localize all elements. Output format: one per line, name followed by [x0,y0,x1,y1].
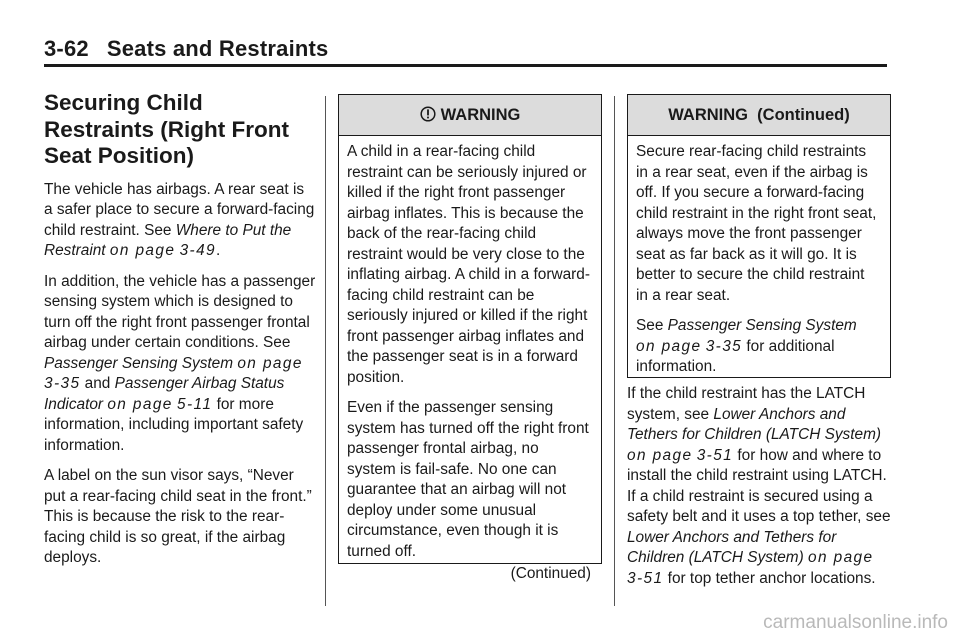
paragraph-2 [44,272,316,457]
latch-text-2: for how and where to install the child restraint using LATCH. If a child restraint is secured using a safety belt and it uses a top tether, see [627,446,891,525]
warning-continued-box [627,94,891,378]
warning-continued-paragraph-1: Secure rear-facing child restraints in a rear seat, even if the airbag is off. If you secure a forward-facing child restraint in the right front seat, always move the front passenger seat as far back as it will go. It is better to secure the child restraint in a rear seat. [636,143,877,304]
page-ref-3-49[interactable]: 3-49 [179,242,216,259]
p-end-additional: for additional information. [636,337,835,375]
page-ref-5-11[interactable]: 5-11 [177,395,213,413]
paragraph-1 [44,180,316,262]
page-number: 3-62 [44,36,89,61]
column-divider-right [614,96,615,606]
column-left [44,90,316,579]
header-rule [44,64,887,67]
on-page-5: on page [627,446,693,464]
warning-paragraph-2: Even if the passenger sensing system has turned off the right front passenger frontal airbag, no system is fail-safe. No one can guarantee that an airbag will not deploy under some unusual circumstance, even though it is turned off. [347,399,589,560]
section-title: Seats and Restraints [106,36,329,61]
page-ref-3-51-b[interactable]: 3-51 [627,569,664,587]
column-right-text [627,384,891,599]
p2-end: for more information, including important safety information. [44,395,304,454]
warning-paragraph-1: A child in a rear-facing child restraint can be seriously injured or killed if the right front passenger airbag inflates. This is because the back of the rear-facing child restraint would be very close to the inflating airbag. A child in a forward-facing child restraint can be seriously injured or killed if the right front passenger airbag inflates and the passenger seat is in a forward position. [347,143,590,386]
on-page-6: on page [808,549,874,566]
on-page-4: on page [636,337,702,355]
paragraph-3: A label on the sun visor says, “Never put a rear-facing child seat in the front.” This is because the risk to the rear-facing child is so great, if the airbag deploys. [44,467,312,566]
latch-text-1: If the child restraint has the LATCH system, see [627,385,866,423]
page-ref-3-35[interactable]: 3-35 [44,375,81,392]
link-latch-2[interactable]: Lower Anchors and Tethers for Children (LATCH System) [627,528,837,566]
on-page-1: on page [109,242,176,259]
continued-label: (Continued) [510,565,591,582]
link-latch-1[interactable]: Lower Anchors and Tethers for Children (LATCH System) [627,405,882,443]
section-heading: Securing Child Restraints (Right Front Seat Position) [44,90,289,168]
p2-text: In addition, the vehicle has a passenger sensing system which is designed to turn off the right front passenger frontal airbag under certain conditions. See [44,272,316,351]
latch-paragraph [627,384,891,589]
warning-box [338,94,602,582]
p2-and: and [80,375,115,392]
page-header [44,36,328,62]
column-divider-left [325,96,326,606]
warning-header [339,95,601,136]
link-airbag-status[interactable]: Passenger Airbag Status Indicator [44,375,285,413]
link-passenger-sensing-2[interactable]: Passenger Sensing System [667,317,857,334]
p1-end: . [216,242,221,259]
warning-continued-body [628,136,890,394]
warning-body [339,136,601,591]
on-page-2: on page [237,354,303,372]
link-passenger-sensing[interactable]: Passenger Sensing System [44,354,234,372]
warning-continued-paragraph-2 [636,316,880,378]
warning-icon [420,106,436,122]
warning-title: WARNING [440,106,521,124]
latch-text-3: for top tether anchor locations. [663,569,876,587]
on-page-3: on page [107,395,173,413]
link-where-to-put[interactable]: Where to Put the Restraint [44,221,292,259]
warning-continued-header: WARNING (Continued) [628,95,890,136]
page-ref-3-35-b[interactable]: 3-35 [705,337,743,355]
p1-text: The vehicle has airbags. A rear seat is a safer place to secure a forward-facing child restraint. See [44,180,315,239]
see-text: See [636,317,668,334]
page-ref-3-51-a[interactable]: 3-51 [696,446,734,464]
watermark: carmanualsonline.info [763,612,948,633]
